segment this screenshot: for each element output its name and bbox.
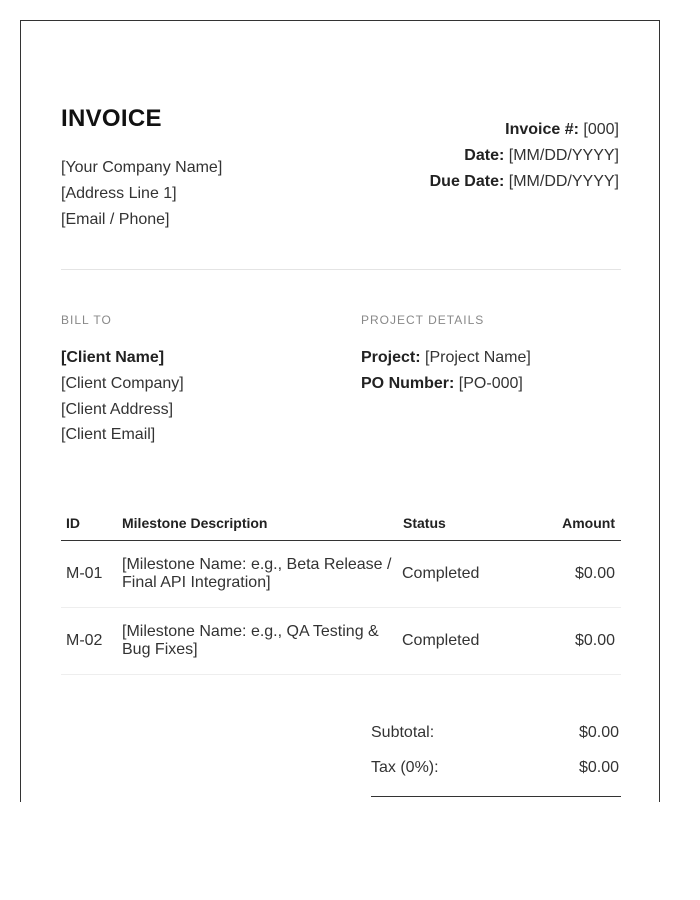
client-name: [Client Name] <box>61 349 165 366</box>
row-1-id: M-01 <box>66 565 103 582</box>
due-date-value: [MM/DD/YYYY] <box>508 173 619 190</box>
invoice-number <box>505 121 619 139</box>
row-2-description-line-1: [Milestone Name: e.g., QA Testing & <box>122 623 379 640</box>
row-2-rule <box>61 674 621 675</box>
invoice-page <box>20 20 660 802</box>
company-contact: [Email / Phone] <box>61 211 170 228</box>
totals-rule <box>371 796 621 797</box>
row-1-description-line-1: [Milestone Name: e.g., Beta Release / <box>122 556 392 573</box>
subtotal-value: $0.00 <box>578 724 619 741</box>
tax-value: $0.00 <box>578 759 619 776</box>
invoice-date-value: [MM/DD/YYYY] <box>508 147 619 164</box>
table-header-description: Milestone Description <box>122 515 268 531</box>
invoice-date-label: Date: <box>464 147 505 164</box>
row-1-status: Completed <box>402 565 480 582</box>
po-number-value: [PO-000] <box>458 375 523 392</box>
invoice-date <box>464 147 619 165</box>
table-header-amount: Amount <box>562 515 615 531</box>
subtotal-label: Subtotal: <box>371 724 435 741</box>
header-divider <box>61 269 621 270</box>
bill-to-heading: BILL TO <box>61 313 112 327</box>
invoice-title: INVOICE <box>61 105 162 132</box>
project-label: Project: <box>361 349 421 366</box>
row-1-description-line-2: Final API Integration] <box>122 574 271 591</box>
table-header-id: ID <box>66 515 80 531</box>
company-address: [Address Line 1] <box>61 185 177 202</box>
table-header-status: Status <box>403 515 446 531</box>
invoice-number-value: [000] <box>583 121 619 138</box>
invoice-number-label: Invoice #: <box>505 121 579 138</box>
row-2-description-line-2: Bug Fixes] <box>122 641 198 658</box>
due-date-label: Due Date: <box>429 173 505 190</box>
project-value: [Project Name] <box>425 349 531 366</box>
row-1-amount: $0.00 <box>574 565 615 582</box>
company-name: [Your Company Name] <box>61 159 223 176</box>
project-name-line <box>361 349 531 367</box>
client-company: [Client Company] <box>61 375 184 392</box>
project-details-heading: PROJECT DETAILS <box>361 313 485 327</box>
row-1-description <box>122 556 402 592</box>
client-address: [Client Address] <box>61 401 174 418</box>
row-2-id: M-02 <box>66 632 103 649</box>
table-header-rule <box>61 540 621 541</box>
row-2-description <box>122 623 402 659</box>
client-email: [Client Email] <box>61 426 156 443</box>
po-number-label: PO Number: <box>361 375 455 392</box>
invoice-due-date <box>430 173 619 191</box>
po-number-line <box>361 375 523 393</box>
row-2-amount: $0.00 <box>574 632 615 649</box>
row-2-status: Completed <box>402 632 480 649</box>
row-1-rule <box>61 607 621 608</box>
tax-label: Tax (0%): <box>371 759 439 776</box>
